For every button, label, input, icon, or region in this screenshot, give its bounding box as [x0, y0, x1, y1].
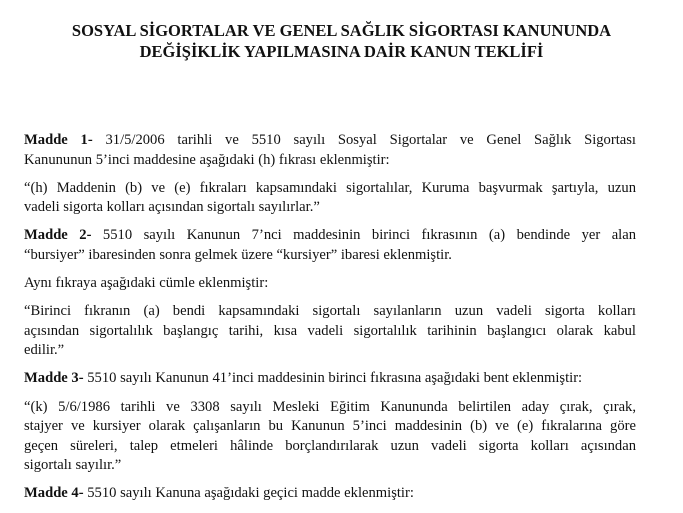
- line-text: “bursiyer” ibaresinden sonra gelmek üzere “kursiyer” ibaresi eklenmiştir.: [24, 246, 452, 263]
- line-text: “Birinci fıkranın (a) bendi kapsamındaki sigortalı sayılanların uzun vadeli sigorta kolları: [24, 303, 636, 320]
- text-line: [24, 369, 636, 389]
- article-paragraph: [24, 226, 636, 265]
- line-text: edilir.”: [24, 342, 65, 359]
- line-text: 5510 sayılı Kanuna aşağıdaki geçici madde eklenmiştir:: [87, 485, 414, 502]
- text-line: [24, 274, 636, 294]
- text-line: [24, 322, 636, 342]
- line-text: “(h) Maddenin (b) ve (e) fıkraları kapsamındaki sigortalılar, Kuruma başvurmak şartıyla, uzun: [24, 179, 636, 196]
- text-line: [24, 437, 636, 457]
- text-line: [24, 151, 636, 171]
- line-text: 5510 sayılı Kanunun 41’inci maddesinin birinci fıkrasına aşağıdaki bent eklenmiştir:: [87, 370, 583, 387]
- line-text: 5510 sayılı Kanunun 7’nci maddesinin birinci fıkrasının (a) bendinde yer alan: [102, 227, 636, 244]
- line-text: Kanununun 5’inci maddesine aşağıdaki (h) fıkrası eklenmiştir:: [24, 151, 390, 168]
- text-paragraph: [24, 274, 636, 294]
- text-line: [24, 226, 636, 246]
- text-line: [24, 302, 636, 322]
- text-line: [24, 456, 636, 476]
- article-label: Madde 4-: [24, 485, 84, 502]
- line-text: sigortalı sayılır.”: [24, 457, 122, 474]
- text-paragraph: [24, 179, 636, 218]
- text-line: [24, 417, 636, 437]
- article-paragraph: [24, 369, 636, 389]
- title-line-2: DEĞİŞİKLİK YAPILMASINA DAİR KANUN TEKLİFİ: [139, 42, 544, 61]
- text-paragraph: [24, 302, 636, 361]
- text-line: [24, 398, 636, 418]
- document-body: [24, 131, 636, 513]
- line-text: açısından sigortalılık başlangıç tarihi, kısa vadeli sigortalılık tarihinin başlangıcı olarak kabul: [24, 322, 636, 339]
- line-text: geçen süreleri, talep etmeleri hâlinde borçlandırılarak uzun vadeli sigorta kolları açısından: [24, 437, 636, 454]
- document-title: [0, 20, 683, 62]
- article-paragraph: [24, 131, 636, 170]
- article-label: Madde 3-: [24, 370, 84, 387]
- line-text: 31/5/2006 tarihli ve 5510 sayılı Sosyal Sigortalar ve Genel Sağlık Sigortası: [105, 132, 636, 148]
- text-line: [24, 131, 636, 151]
- title-line-1: SOSYAL SİGORTALAR VE GENEL SAĞLIK SİGORTASI KANUNUNDA: [71, 21, 612, 40]
- text-line: [24, 179, 636, 199]
- text-line: [24, 246, 636, 266]
- text-line: [24, 198, 636, 218]
- article-label: Madde 2-: [24, 227, 92, 244]
- line-text: “(k) 5/6/1986 tarihli ve 3308 sayılı Mesleki Eğitim Kanununda belirtilen aday çırak, çırak,: [24, 398, 636, 415]
- article-paragraph: [24, 484, 636, 504]
- text-line: [24, 484, 636, 504]
- article-label: Madde 1-: [24, 132, 93, 148]
- line-text: Aynı fıkraya aşağıdaki cümle eklenmiştir:: [24, 275, 269, 292]
- line-text: stajyer ve kursiyer olarak çalışanların bu Kanunun 5’inci maddesinin (b) ve (e) fıkralarına göre: [24, 418, 636, 435]
- text-paragraph: [24, 398, 636, 476]
- line-text: vadeli sigorta kolları açısından sigortalı sayılırlar.”: [24, 199, 320, 216]
- text-line: [24, 341, 636, 361]
